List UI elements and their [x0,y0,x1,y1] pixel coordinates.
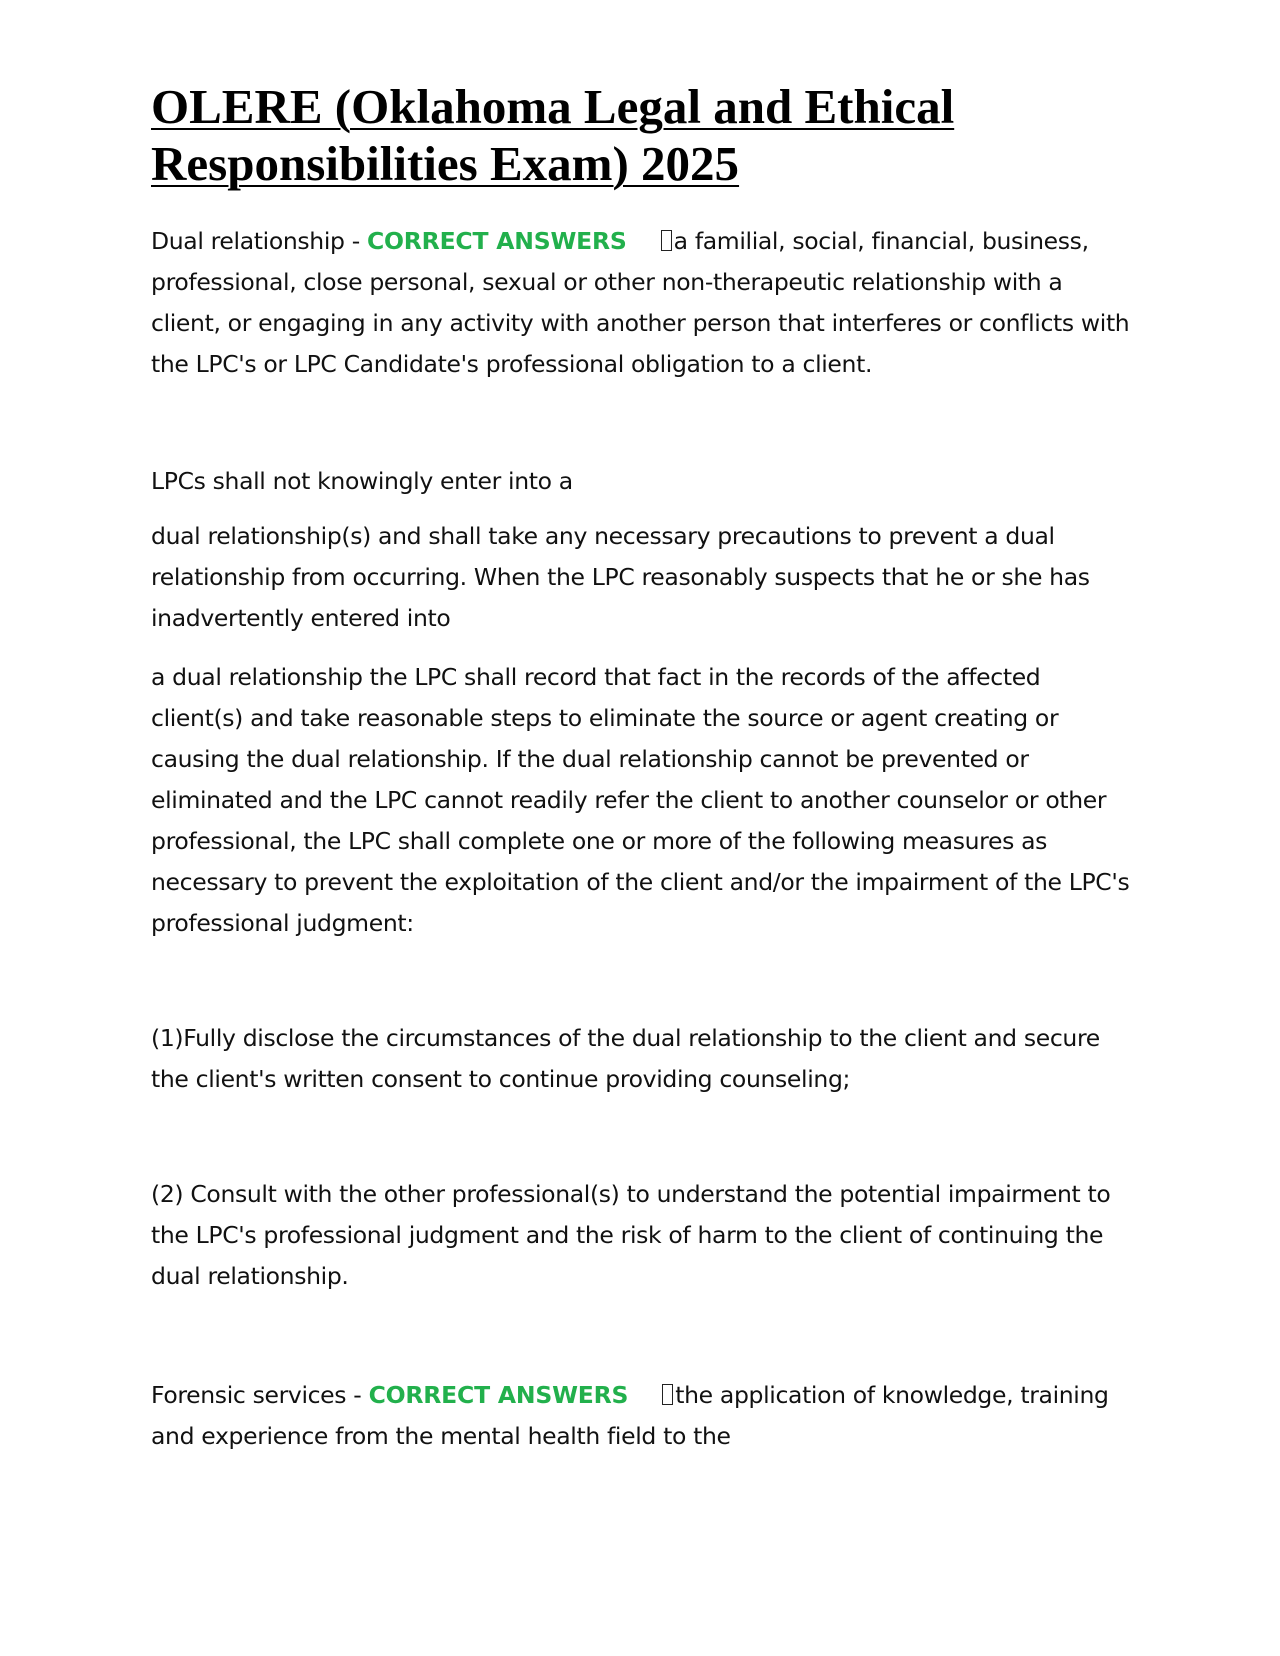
entry-definition: the application of knowledge, training and experience from the mental health field to the [151,1381,1109,1450]
title-line-1: OLERE (Oklahoma Legal and Ethical [151,79,955,134]
paragraph-lpcs-shall-not: LPCs shall not knowingly enter into a [151,467,573,495]
missing-glyph-box-icon [662,1384,673,1405]
correct-answers-label: CORRECT ANSWERS [368,1381,629,1409]
missing-glyph-box-icon [661,230,672,251]
document-title [151,78,1151,192]
correct-answers-label: CORRECT ANSWERS [366,227,627,255]
entry-forensic-services [151,1375,1136,1457]
paragraph-measure-1: (1)Fully disclose the circumstances of the dual relationship to the client and secure the client's written consent to continue providing counseling; [151,1024,1100,1093]
entry-term: Dual relationship - [151,227,367,255]
paragraph-dual-relationship-precautions: dual relationship(s) and shall take any necessary precautions to prevent a dual relationship from occurring. When the LPC reasonably suspects that he or she has inadvertently entered into [151,522,1090,632]
paragraph-measure-2: (2) Consult with the other professional(s) to understand the potential impairment to the LPC's professional judgment and the risk of harm to the client of continuing the dual relationship. [151,1180,1111,1290]
entry-definition: a familial, social, financial, business, professional, close personal, sexual or other non-therapeutic relationship with a client, or engaging in any activity with another person that interferes or conflicts with the LPC's or LPC Candidate's professional obligation to a client. [151,227,1130,378]
entry-term: Forensic services - [151,1381,369,1409]
title-line-2: Responsibilities Exam) 2025 [151,136,740,191]
paragraph-record-dual-relationship: a dual relationship the LPC shall record that fact in the records of the affected client(s) and take reasonable steps to eliminate the source or agent creating or causing the dual relationship. If the dual relationship cannot be prevented or eliminated and the LPC cannot readily refer the client to another counselor or other professional, the LPC shall complete one or more of the following measures as necessary to prevent the exploitation of the client and/or the impairment of the LPC's professional judgment: [151,663,1130,937]
entry-dual-relationship [151,221,1136,385]
